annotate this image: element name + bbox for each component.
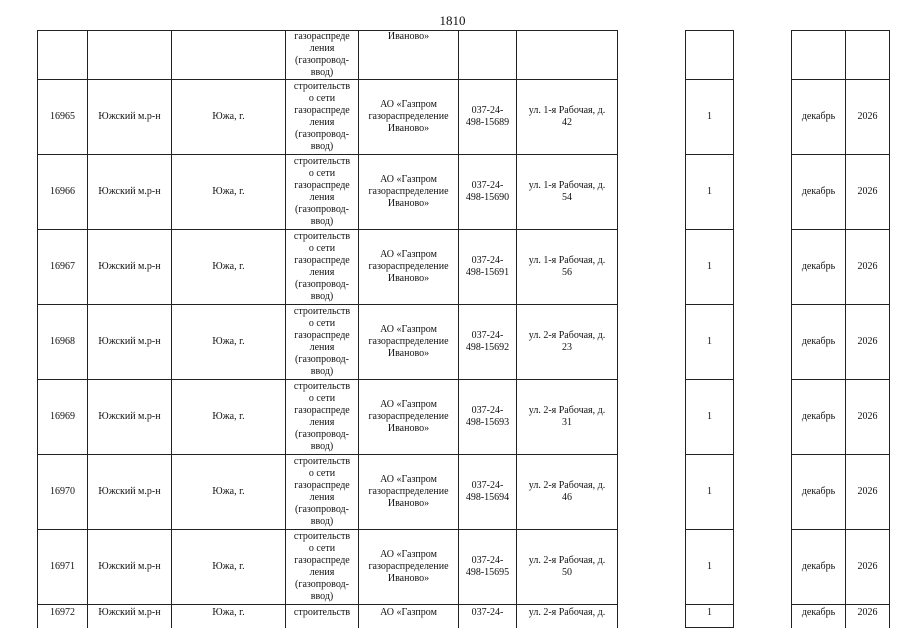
org-line: АО «Газпром xyxy=(380,324,437,335)
cell-work-type xyxy=(286,305,359,380)
code-line: 498-15695 xyxy=(465,567,510,578)
cell-blank xyxy=(734,155,792,230)
cell-quantity: 1 xyxy=(686,305,734,380)
table-row xyxy=(38,380,890,455)
cell-number xyxy=(38,31,88,80)
cell-district: Южский м.р-н xyxy=(88,455,172,530)
cell-work-type xyxy=(286,455,359,530)
code-line: 037-24- xyxy=(471,607,504,618)
cell-number: 16971 xyxy=(38,530,88,605)
cell-number: 16970 xyxy=(38,455,88,530)
cell-number: 16968 xyxy=(38,305,88,380)
work-line: (газопровод- xyxy=(295,429,349,440)
org-line: Иваново» xyxy=(387,573,430,584)
work-line: газораспреде xyxy=(294,180,350,191)
cell-city: Южа, г. xyxy=(172,455,286,530)
cell-month xyxy=(792,31,846,80)
cell-blank xyxy=(618,230,686,305)
cell-city: Южа, г. xyxy=(172,530,286,605)
address-line: 54 xyxy=(562,192,572,203)
work-line: газораспреде xyxy=(294,405,350,416)
cell-district: Южский м.р-н xyxy=(88,80,172,155)
org-line: газораспределение xyxy=(368,186,449,197)
cell-organization xyxy=(359,80,459,155)
cell-organization xyxy=(359,305,459,380)
address-line: ул. 1-я Рабочая, д. xyxy=(528,105,606,116)
work-line: строительств xyxy=(293,456,351,467)
address-line: 31 xyxy=(562,417,572,428)
cell-blank xyxy=(734,31,792,80)
cell-district: Южский м.р-н xyxy=(88,155,172,230)
work-line: газораспреде xyxy=(294,31,350,42)
address-line: 46 xyxy=(562,492,572,503)
cell-quantity xyxy=(686,31,734,80)
address-line: 50 xyxy=(562,567,572,578)
address-line: ул. 2-я Рабочая, д. xyxy=(528,555,606,566)
cell-address xyxy=(517,455,618,530)
cell-quantity: 1 xyxy=(686,80,734,155)
work-line: о сети xyxy=(308,393,336,404)
cell-year: 2026 xyxy=(846,305,890,380)
work-line: строительств xyxy=(293,231,351,242)
cell-organization xyxy=(359,31,459,80)
org-line: газораспределение xyxy=(368,336,449,347)
cell-year: 2026 xyxy=(846,530,890,605)
org-line: газораспределение xyxy=(368,486,449,497)
cell-year: 2026 xyxy=(846,605,890,628)
code-line: 037-24- xyxy=(471,105,504,116)
cell-blank xyxy=(618,31,686,80)
cell-work-type xyxy=(286,31,359,80)
org-line: АО «Газпром xyxy=(380,474,437,485)
cell-work-type xyxy=(286,605,359,628)
cell-organization xyxy=(359,455,459,530)
cell-year xyxy=(846,31,890,80)
cell-month: декабрь xyxy=(792,605,846,628)
work-line: ввод) xyxy=(310,141,334,152)
cell-code xyxy=(459,455,517,530)
cell-quantity: 1 xyxy=(686,230,734,305)
work-line: строительств xyxy=(293,381,351,392)
code-line: 498-15692 xyxy=(465,342,510,353)
org-line: Иваново» xyxy=(387,123,430,134)
cell-district: Южский м.р-н xyxy=(88,305,172,380)
cell-district: Южский м.р-н xyxy=(88,530,172,605)
cell-code xyxy=(459,155,517,230)
page-number: 1810 xyxy=(439,13,466,28)
work-line: (газопровод- xyxy=(295,504,349,515)
address-line: ул. 2-я Рабочая, д. xyxy=(528,480,606,491)
work-line: строительств xyxy=(293,81,351,92)
cell-city: Южа, г. xyxy=(172,380,286,455)
code-line: 037-24- xyxy=(471,405,504,416)
org-line: газораспределение xyxy=(368,111,449,122)
work-line: газораспреде xyxy=(294,555,350,566)
cell-blank xyxy=(734,80,792,155)
cell-address xyxy=(517,155,618,230)
org-line: газораспределение xyxy=(368,411,449,422)
code-line: 037-24- xyxy=(471,180,504,191)
address-line: ул. 2-я Рабочая, д. xyxy=(528,607,606,618)
code-line: 498-15690 xyxy=(465,192,510,203)
cell-city: Южа, г. xyxy=(172,155,286,230)
cell-work-type xyxy=(286,230,359,305)
work-line: газораспреде xyxy=(294,105,350,116)
work-line: ления xyxy=(309,342,335,353)
cell-organization xyxy=(359,605,459,628)
table-row xyxy=(38,155,890,230)
cell-district xyxy=(88,31,172,80)
org-line: АО «Газпром xyxy=(380,549,437,560)
cell-blank xyxy=(618,530,686,605)
org-line: Иваново» xyxy=(387,31,430,42)
cell-city: Южа, г. xyxy=(172,80,286,155)
work-line: (газопровод- xyxy=(295,354,349,365)
cell-organization xyxy=(359,230,459,305)
cell-address xyxy=(517,380,618,455)
work-line: строительств xyxy=(293,306,351,317)
cell-organization xyxy=(359,530,459,605)
cell-quantity: 1 xyxy=(686,380,734,455)
register-table-container xyxy=(37,30,889,628)
cell-district: Южский м.р-н xyxy=(88,605,172,628)
org-line: газораспределение xyxy=(368,561,449,572)
cell-district: Южский м.р-н xyxy=(88,380,172,455)
cell-blank xyxy=(734,305,792,380)
org-line: АО «Газпром xyxy=(380,174,437,185)
work-line: ввод) xyxy=(310,216,334,227)
code-line: 498-15693 xyxy=(465,417,510,428)
cell-blank xyxy=(618,605,686,628)
cell-city xyxy=(172,31,286,80)
org-line: Иваново» xyxy=(387,273,430,284)
work-line: о сети xyxy=(308,318,336,329)
cell-blank xyxy=(618,155,686,230)
work-line: о сети xyxy=(308,543,336,554)
cell-number: 16966 xyxy=(38,155,88,230)
cell-city: Южа, г. xyxy=(172,605,286,628)
work-line: строительств xyxy=(293,156,351,167)
cell-quantity: 1 xyxy=(686,605,734,628)
cell-blank xyxy=(734,230,792,305)
code-line: 498-15691 xyxy=(465,267,510,278)
code-line: 037-24- xyxy=(471,480,504,491)
cell-month: декабрь xyxy=(792,155,846,230)
org-line: Иваново» xyxy=(387,498,430,509)
cell-month: декабрь xyxy=(792,380,846,455)
org-line: АО «Газпром xyxy=(380,399,437,410)
work-line: о сети xyxy=(308,468,336,479)
cell-code xyxy=(459,31,517,80)
work-line: газораспреде xyxy=(294,480,350,491)
cell-district: Южский м.р-н xyxy=(88,230,172,305)
cell-work-type xyxy=(286,380,359,455)
cell-month: декабрь xyxy=(792,230,846,305)
cell-address xyxy=(517,605,618,628)
cell-blank xyxy=(734,455,792,530)
cell-quantity: 1 xyxy=(686,155,734,230)
work-line: (газопровод- xyxy=(295,55,349,66)
org-line: АО «Газпром xyxy=(380,607,437,618)
cell-blank xyxy=(734,380,792,455)
cell-code xyxy=(459,380,517,455)
work-line: ввод) xyxy=(310,441,334,452)
address-line: 23 xyxy=(562,342,572,353)
cell-number: 16965 xyxy=(38,80,88,155)
cell-blank xyxy=(618,305,686,380)
work-line: строительств xyxy=(293,607,351,618)
work-line: (газопровод- xyxy=(295,204,349,215)
cell-address xyxy=(517,31,618,80)
cell-blank xyxy=(734,530,792,605)
work-line: ввод) xyxy=(310,516,334,527)
cell-month: декабрь xyxy=(792,455,846,530)
work-line: строительств xyxy=(293,531,351,542)
cell-organization xyxy=(359,380,459,455)
address-line: ул. 2-я Рабочая, д. xyxy=(528,330,606,341)
cell-organization xyxy=(359,155,459,230)
table-row xyxy=(38,80,890,155)
cell-city: Южа, г. xyxy=(172,230,286,305)
address-line: 56 xyxy=(562,267,572,278)
cell-blank xyxy=(618,380,686,455)
cell-code xyxy=(459,305,517,380)
cell-city: Южа, г. xyxy=(172,305,286,380)
work-line: ления xyxy=(309,567,335,578)
cell-year: 2026 xyxy=(846,380,890,455)
work-line: о сети xyxy=(308,243,336,254)
cell-year: 2026 xyxy=(846,455,890,530)
work-line: ления xyxy=(309,192,335,203)
table-body xyxy=(38,31,890,628)
cell-month: декабрь xyxy=(792,530,846,605)
cell-address xyxy=(517,80,618,155)
code-line: 037-24- xyxy=(471,255,504,266)
cell-code xyxy=(459,80,517,155)
table-row xyxy=(38,605,890,628)
cell-quantity: 1 xyxy=(686,530,734,605)
cell-work-type xyxy=(286,530,359,605)
table-row-continuation xyxy=(38,31,890,80)
work-line: газораспреде xyxy=(294,330,350,341)
work-line: ввод) xyxy=(310,67,334,78)
cell-code xyxy=(459,605,517,628)
work-line: ввод) xyxy=(310,591,334,602)
cell-number: 16967 xyxy=(38,230,88,305)
address-line: ул. 1-я Рабочая, д. xyxy=(528,255,606,266)
cell-blank xyxy=(618,80,686,155)
org-line: АО «Газпром xyxy=(380,99,437,110)
work-line: о сети xyxy=(308,168,336,179)
org-line: Иваново» xyxy=(387,423,430,434)
cell-number: 16972 xyxy=(38,605,88,628)
work-line: о сети xyxy=(308,93,336,104)
address-line: ул. 2-я Рабочая, д. xyxy=(528,405,606,416)
cell-month: декабрь xyxy=(792,305,846,380)
cell-quantity: 1 xyxy=(686,455,734,530)
gasification-register-table xyxy=(37,30,890,628)
code-line: 498-15689 xyxy=(465,117,510,128)
work-line: ввод) xyxy=(310,366,334,377)
cell-address xyxy=(517,305,618,380)
work-line: ления xyxy=(309,267,335,278)
cell-code xyxy=(459,230,517,305)
cell-year: 2026 xyxy=(846,230,890,305)
cell-number: 16969 xyxy=(38,380,88,455)
work-line: ления xyxy=(309,117,335,128)
work-line: (газопровод- xyxy=(295,579,349,590)
code-line: 498-15694 xyxy=(465,492,510,503)
work-line: ввод) xyxy=(310,291,334,302)
cell-code xyxy=(459,530,517,605)
cell-year: 2026 xyxy=(846,80,890,155)
work-line: (газопровод- xyxy=(295,279,349,290)
cell-work-type xyxy=(286,155,359,230)
cell-blank xyxy=(618,455,686,530)
table-row xyxy=(38,305,890,380)
org-line: Иваново» xyxy=(387,198,430,209)
org-line: АО «Газпром xyxy=(380,249,437,260)
cell-address xyxy=(517,530,618,605)
code-line: 037-24- xyxy=(471,555,504,566)
org-line: газораспределение xyxy=(368,261,449,272)
org-line: Иваново» xyxy=(387,348,430,359)
work-line: ления xyxy=(309,43,335,54)
address-line: ул. 1-я Рабочая, д. xyxy=(528,180,606,191)
address-line: 42 xyxy=(562,117,572,128)
work-line: ления xyxy=(309,492,335,503)
code-line: 037-24- xyxy=(471,330,504,341)
table-row xyxy=(38,230,890,305)
cell-address xyxy=(517,230,618,305)
work-line: (газопровод- xyxy=(295,129,349,140)
cell-blank xyxy=(734,605,792,628)
table-row xyxy=(38,455,890,530)
work-line: газораспреде xyxy=(294,255,350,266)
cell-year: 2026 xyxy=(846,155,890,230)
cell-work-type xyxy=(286,80,359,155)
table-row xyxy=(38,530,890,605)
work-line: ления xyxy=(309,417,335,428)
cell-month: декабрь xyxy=(792,80,846,155)
